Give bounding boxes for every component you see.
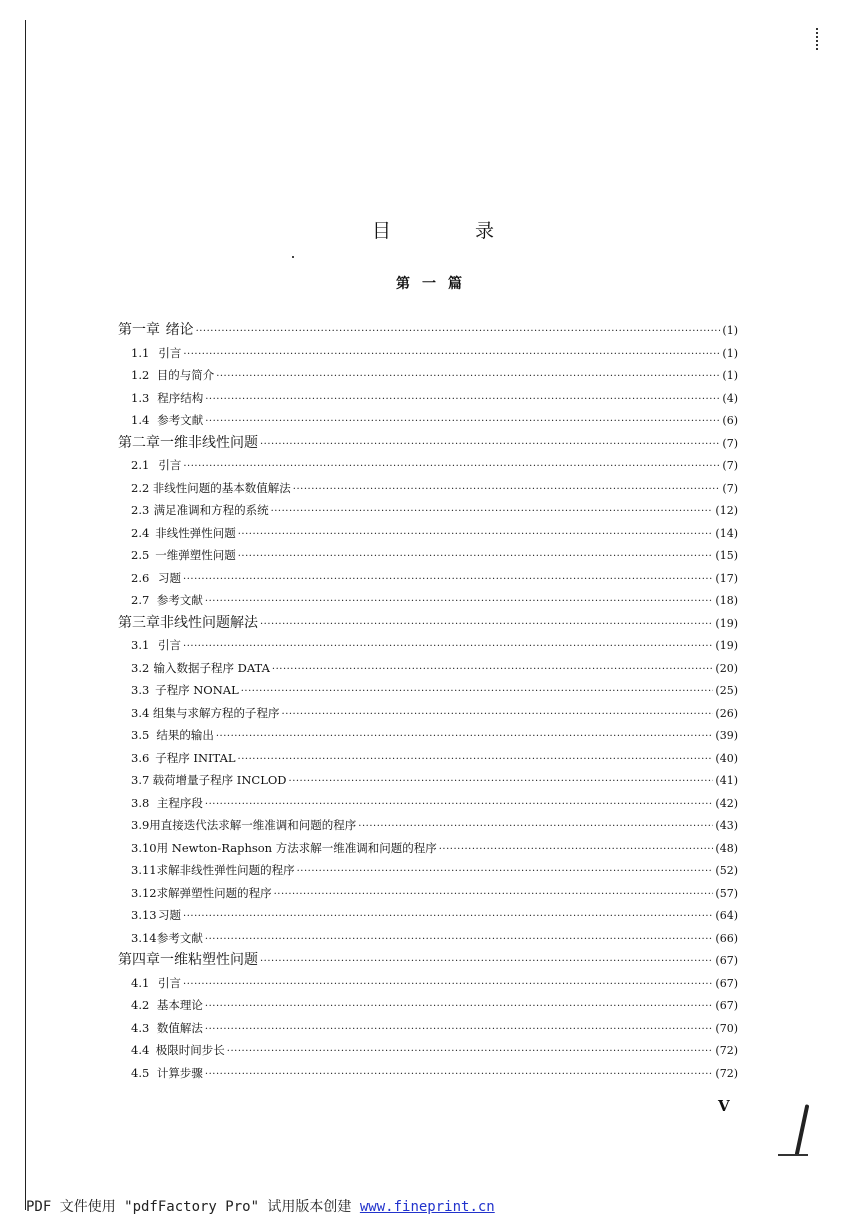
toc-entry-title: 子程序 INITAL [155, 750, 236, 765]
toc-entry-page: (52) [715, 864, 738, 877]
toc-entry-number: 3.7 [131, 773, 150, 787]
toc-entry-number: 3.13 [131, 908, 157, 922]
toc-entry-page: (41) [715, 774, 738, 787]
toc-entry-number: 3.9 [131, 818, 150, 832]
toc-leader-dots [439, 839, 714, 862]
page-number: V [718, 1097, 730, 1115]
toc-entry-number: 3.2 [131, 660, 150, 675]
toc-entry-number: 3.4 [131, 705, 150, 720]
toc-entry-title: 极限时间步长 [155, 1043, 225, 1057]
toc-entry-page: (7) [722, 436, 738, 450]
toc-leader-dots [183, 344, 720, 367]
toc-section-row [118, 1062, 738, 1085]
toc-leader-dots [205, 411, 720, 434]
toc-entry-page: (39) [715, 729, 738, 742]
toc-entry-page: (72) [715, 1066, 738, 1080]
toc-leader-dots [274, 884, 714, 907]
toc-entry-title: 绪论 [165, 322, 194, 338]
toc-entry-title: 参考文献 [156, 593, 203, 607]
toc-entry-number: 4.2 [131, 998, 150, 1012]
toc-entry-page: (17) [715, 571, 738, 585]
toc-entry-number: 1.1 [131, 345, 150, 360]
toc-entry-title: 求解非线性弹性问题的程序 [156, 863, 295, 877]
toc-leader-dots [272, 659, 714, 682]
toc-section-row [118, 364, 738, 387]
toc-entry-title: 用直接迭代法求解一维准调和问题的程序 [149, 818, 357, 832]
toc-entry-number: 3.1 [131, 638, 150, 652]
toc-entry-title: 组集与求解方程的子程序 [153, 705, 280, 720]
scan-speck [292, 256, 294, 258]
toc-entry-title: 一维弹塑性问题 [155, 548, 236, 562]
toc-entry-title: 引言 [158, 975, 182, 990]
toc-leader-dots [260, 951, 713, 974]
toc-entry-number: 2.1 [131, 458, 150, 472]
toc-leader-dots [238, 546, 714, 569]
toc-section-row [118, 454, 738, 477]
toc-entry-page: (14) [715, 526, 738, 540]
toc-entry-number: 第四章 [118, 952, 160, 968]
toc-leader-dots [196, 321, 721, 344]
toc-entry-page: (19) [715, 639, 738, 652]
toc-section-row [118, 477, 738, 500]
toc-leader-dots [205, 794, 713, 817]
toc-leader-dots [241, 681, 714, 704]
toc-entry-number: 1.2 [131, 368, 150, 382]
toc-leader-dots [205, 389, 720, 412]
toc-section-row [118, 904, 738, 927]
toc-leader-dots [289, 771, 714, 794]
toc-entry-number: 4.5 [131, 1065, 150, 1080]
toc-entry-title: 一维粘塑性问题 [160, 952, 258, 968]
toc-entry-number: 1.3 [131, 390, 150, 405]
toc-entry-number: 2.6 [131, 570, 150, 585]
toc-entry-title: 主程序段 [156, 795, 203, 810]
toc-leader-dots [297, 861, 714, 884]
toc-section-row [118, 589, 738, 612]
toc-leader-dots [238, 524, 714, 547]
toc-section-row [118, 679, 738, 702]
toc-entry-number: 3.5 [131, 728, 150, 742]
toc-section-row [118, 882, 738, 905]
toc-entry-title: 数值解法 [156, 1020, 203, 1035]
toc-entry-page: (1) [722, 324, 738, 337]
toc-entry-title: 非线性问题的基本数值解法 [152, 480, 291, 495]
footer [26, 1196, 495, 1216]
toc-leader-dots [358, 816, 713, 839]
toc-entry-page: (67) [715, 999, 738, 1012]
toc-leader-dots [238, 749, 714, 772]
toc-chapter-row [118, 432, 738, 455]
toc-entry-page: (72) [715, 1044, 738, 1057]
toc-section-row [118, 342, 738, 365]
toc-entry-title: 参考文献 [156, 930, 203, 945]
toc-section-row [118, 499, 738, 522]
toc-entry-title: 非线性问题解法 [160, 614, 258, 631]
toc-entry-page: (66) [715, 931, 738, 945]
toc-entry-page: (18) [715, 594, 738, 607]
toc-entry-number: 4.1 [131, 975, 150, 990]
toc-entry-title: 求解弹塑性问题的程序 [156, 885, 272, 900]
toc-entry-page: (6) [722, 414, 738, 427]
toc-section-row [118, 972, 738, 995]
toc-entry-number: 2.3 [131, 503, 150, 517]
toc-section-row [118, 657, 738, 680]
toc-leader-dots [205, 591, 713, 614]
toc-section-row [118, 544, 738, 567]
toc-entry-number: 1.4 [131, 413, 150, 427]
toc-entry-number: 第三章 [118, 614, 160, 631]
toc-entry-page: (20) [715, 661, 738, 675]
toc-entry-title: 习题 [158, 570, 182, 585]
toc-entry-page: (15) [715, 549, 738, 562]
toc-section-row [118, 724, 738, 747]
toc-entry-number: 2.7 [131, 593, 150, 607]
footer-link[interactable]: www.fineprint.cn [359, 1199, 495, 1215]
toc-entry-number: 第一章 [118, 322, 160, 338]
toc-section-row [118, 994, 738, 1017]
toc-leader-dots [293, 479, 721, 502]
toc-entry-number: 2.4 [131, 525, 150, 540]
toc-section-row [118, 927, 738, 950]
toc-chapter-row [118, 612, 738, 635]
toc-section-row [118, 567, 738, 590]
toc-leader-dots [183, 456, 720, 479]
toc-section-row [118, 387, 738, 410]
toc-chapter-row [118, 949, 738, 972]
toc-leader-dots [205, 1064, 713, 1087]
toc-entry-title: 引言 [158, 345, 182, 360]
toc-leader-dots [282, 704, 714, 727]
toc-entry-page: (7) [722, 459, 738, 472]
toc-entry-page: (26) [715, 706, 738, 720]
toc-entry-number: 2.5 [131, 548, 150, 562]
toc-entry-title: 引言 [158, 638, 182, 652]
toc-leader-dots [271, 501, 714, 524]
toc-chapter-row [118, 319, 738, 342]
toc-section-row [118, 769, 738, 792]
corner-marks [816, 28, 820, 50]
toc-entry-number: 2.2 [131, 480, 150, 495]
toc-entry-page: (12) [715, 504, 738, 517]
toc-entry-title: 载荷增量子程序 INCLOD [152, 773, 287, 787]
toc-entry-page: (19) [715, 616, 738, 630]
toc-entry-number: 3.11 [131, 863, 157, 877]
toc-entry-number: 3.12 [131, 885, 157, 900]
toc-entry-page: (4) [722, 391, 738, 405]
toc-leader-dots [205, 929, 713, 952]
toc-entry-number: 4.4 [131, 1043, 150, 1057]
toc-entry-title: 参考文献 [157, 413, 204, 427]
toc-entry-page: (1) [722, 346, 738, 360]
toc-entry-title: 习题 [158, 908, 182, 922]
toc-entry-title: 基本理论 [156, 998, 203, 1012]
toc-leader-dots [216, 366, 720, 389]
toc-entry-page: (1) [722, 369, 738, 382]
toc-entry-title: 满足准调和方程的系统 [153, 503, 269, 517]
toc-entry-title: 目的与简介 [156, 368, 215, 382]
toc-section-row [118, 1039, 738, 1062]
toc-entry-title: 引言 [158, 458, 182, 472]
toc-entry-number: 3.10 [131, 840, 157, 855]
toc-section-row [118, 634, 738, 657]
toc-leader-dots [183, 636, 713, 659]
toc-entry-page: (64) [715, 909, 738, 922]
toc-leader-dots [260, 434, 720, 457]
toc-entry-number: 第二章 [118, 434, 160, 451]
scan-mark-tail [778, 1154, 808, 1156]
toc-entry-number: 3.3 [131, 683, 150, 697]
toc-section-row [118, 837, 738, 860]
toc-entry-number: 3.14 [131, 930, 157, 945]
toc-title: 目录 [372, 220, 579, 242]
toc-section-row [118, 522, 738, 545]
toc-entry-title: 一维非线性问题 [160, 434, 258, 451]
toc-entry-page: (25) [715, 684, 738, 697]
toc-section-row [118, 859, 738, 882]
toc-section-row [118, 792, 738, 815]
toc-leader-dots [227, 1041, 714, 1064]
toc-entry-page: (57) [715, 886, 738, 900]
toc-leader-dots [205, 996, 713, 1019]
toc-entry-page: (67) [715, 954, 738, 967]
toc-entry-page: (48) [715, 841, 738, 855]
toc-section-row [118, 1017, 738, 1040]
toc-entry-page: (43) [715, 819, 738, 832]
toc-section-row [118, 409, 738, 432]
toc-entry-page: (7) [722, 481, 738, 495]
table-of-contents [118, 319, 738, 1084]
toc-entry-number: 3.6 [131, 750, 150, 765]
part-title: 第一篇 [396, 276, 474, 292]
footer-text: PDF 文件使用 "pdfFactory Pro" 试用版本创建 [26, 1199, 352, 1215]
toc-leader-dots [205, 1019, 713, 1042]
toc-leader-dots [183, 974, 713, 997]
toc-entry-title: 计算步骤 [156, 1065, 203, 1080]
toc-section-row [118, 747, 738, 770]
toc-entry-title: 输入数据子程序 DATA [153, 660, 270, 675]
toc-entry-title: 程序结构 [157, 390, 204, 405]
toc-leader-dots [183, 569, 713, 592]
toc-leader-dots [183, 906, 713, 929]
toc-entry-title: 结果的输出 [156, 728, 214, 742]
toc-entry-number: 3.8 [131, 795, 150, 810]
toc-entry-number: 4.3 [131, 1020, 150, 1035]
toc-entry-page: (42) [715, 796, 738, 810]
toc-section-row [118, 702, 738, 725]
toc-leader-dots [260, 614, 713, 637]
toc-entry-page: (40) [715, 751, 738, 765]
page-edge-line [25, 20, 26, 1210]
toc-section-row [118, 814, 738, 837]
toc-leader-dots [216, 726, 714, 749]
toc-entry-title: 非线性弹性问题 [155, 525, 236, 540]
toc-entry-page: (70) [715, 1021, 738, 1035]
toc-entry-title: 用 Newton-Raphson 方法求解一维准调和问题的程序 [156, 840, 437, 855]
toc-entry-page: (67) [715, 976, 738, 990]
toc-entry-title: 子程序 NONAL [155, 683, 239, 697]
scan-mark [795, 1104, 810, 1156]
